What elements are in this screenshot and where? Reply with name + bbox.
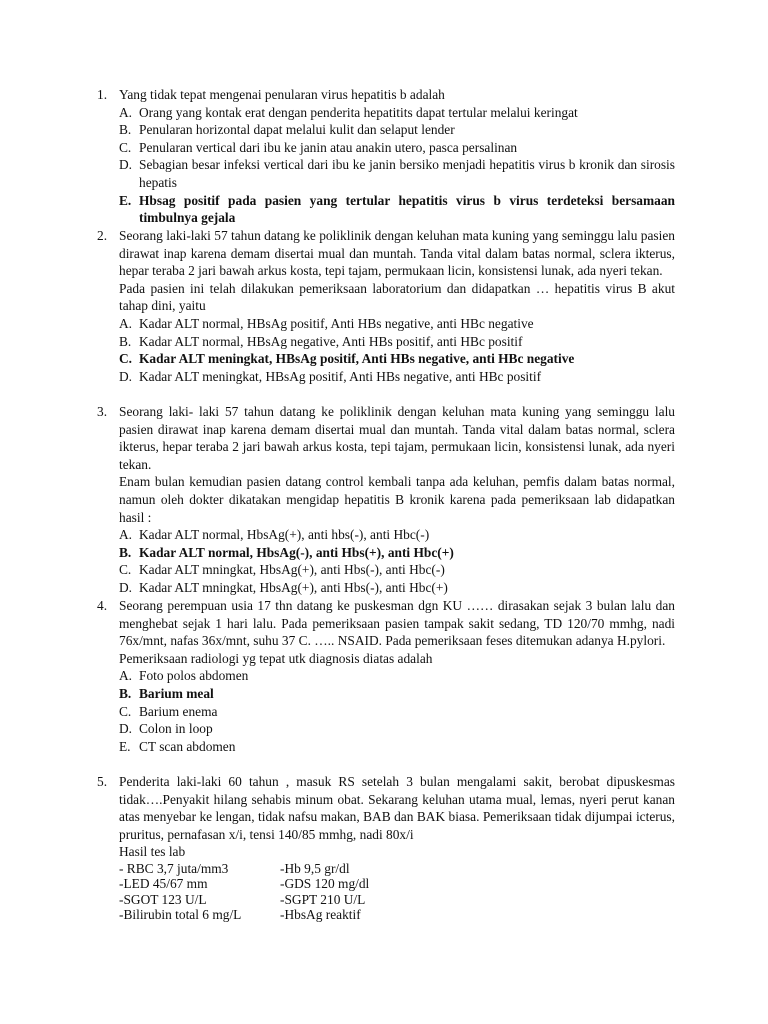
- option-b-answer: [119, 685, 675, 703]
- question-3: [97, 403, 675, 597]
- option-d: [119, 368, 675, 386]
- option-e-answer: [119, 192, 675, 227]
- lab-value: -SGOT 123 U/L: [119, 891, 207, 907]
- lab-value: -LED 45/67 mm: [119, 876, 208, 892]
- option-letter: C.: [119, 562, 132, 578]
- option-c: [119, 561, 675, 579]
- lab-results-table: [119, 861, 675, 923]
- option-d: [119, 720, 675, 738]
- option-text: Penularan vertical dari ibu ke janin atau anakin utero, pasca persalinan: [139, 139, 518, 155]
- option-b: [119, 121, 675, 139]
- question-5: [97, 773, 675, 923]
- option-letter: A.: [119, 104, 133, 120]
- question-number: 3.: [97, 404, 108, 419]
- option-letter: D.: [119, 157, 133, 173]
- option-text: Kadar ALT normal, HbsAg(-), anti Hbs(+), anti Hbc(+): [139, 544, 454, 560]
- option-letter: C.: [119, 351, 133, 367]
- question-number: 2.: [97, 228, 108, 243]
- question-number: 5.: [97, 774, 108, 789]
- option-letter: D.: [119, 368, 133, 384]
- lab-value: - RBC 3,7 juta/mm3: [119, 860, 229, 876]
- option-a: [119, 667, 675, 685]
- option-text: Orang yang kontak erat dengan penderita hepatitits dapat tertular melalui keringat: [139, 104, 578, 120]
- option-c: [119, 139, 675, 157]
- option-letter: A.: [119, 527, 133, 543]
- question-number: 1.: [97, 87, 108, 102]
- lab-heading: Hasil tes lab: [119, 844, 186, 860]
- question-stem: Seorang laki- laki 57 tahun datang ke poliklinik dengan keluhan mata kuning yang seminggu lalu pasien dirawat inap karena demam disertai mual dan muntah. Tanda vital dalam batas normal, sclera ikterus, hepar teraba 2 jari bawah arkus kosta, tepi tajam, permukaan licin, konsistensi lunak, ada nyeri tekan.: [119, 404, 675, 472]
- option-letter: A.: [119, 315, 133, 331]
- option-text: Kadar ALT normal, HBsAg positif, Anti HBs negative, anti HBc negative: [139, 315, 534, 331]
- option-a: [119, 315, 675, 333]
- option-d: [119, 579, 675, 597]
- option-text: Penularan horizontal dapat melalui kulit dan selaput lender: [139, 122, 455, 138]
- option-text: Kadar ALT meningkat, HBsAg positif, Anti HBs negative, anti HBc negative: [139, 351, 575, 367]
- option-text: Foto polos abdomen: [139, 668, 249, 684]
- option-letter: D.: [119, 721, 133, 737]
- option-letter: B.: [119, 333, 132, 349]
- option-text: Colon in loop: [139, 721, 213, 737]
- option-e: [119, 738, 675, 756]
- option-c-answer: [119, 350, 675, 368]
- option-c: [119, 703, 675, 721]
- option-letter: C.: [119, 139, 132, 155]
- lab-value: -Bilirubin total 6 mg/L: [119, 907, 242, 923]
- option-a: [119, 526, 675, 544]
- option-letter: C.: [119, 703, 132, 719]
- lab-value: -HbsAg reaktif: [280, 907, 361, 923]
- question-stem: Pada pasien ini telah dilakukan pemeriksaan laboratorium dan didapatkan … hepatitis virus B akut tahap dini, yaitu: [119, 280, 675, 314]
- question-stem: Seorang laki-laki 57 tahun datang ke poliklinik dengan keluhan mata kuning yang seminggu lalu pasien dirawat inap karena demam disertai mual dan muntah. Tanda vital dalam batas normal, sclera ikterus, hepar teraba 2 jari bawah arkus kosta, tepi tajam, permukaan licin, konsistensi lunak, ada nyeri tekan.: [119, 228, 675, 279]
- lab-value: -GDS 120 mg/dl: [280, 876, 370, 892]
- option-text: CT scan abdomen: [139, 738, 236, 754]
- option-text: Kadar ALT mningkat, HbsAg(+), anti Hbs(-), anti Hbc(+): [139, 579, 448, 595]
- question-stem: Yang tidak tepat mengenai penularan virus hepatitis b adalah: [119, 87, 445, 102]
- option-text: Hbsag positif pada pasien yang tertular hepatitis virus b virus terdeteksi bersamaan timbulnya gejala: [139, 192, 675, 226]
- question-stem: Enam bulan kemudian pasien datang control kembali tanpa ada keluhan, pemfis dalam batas normal, namun oleh dokter dikatakan mengidap hepatitis B kronik karena pada pemeriksaan lab didapatkan hasil :: [119, 474, 675, 525]
- question-number: 4.: [97, 598, 108, 613]
- option-text: Barium meal: [139, 685, 214, 701]
- question-stem: Penderita laki-laki 60 tahun , masuk RS setelah 3 bulan mengalami sakit, berobat dipuskesmas tidak….Penyakit hilang sehabis minum obat. Sekarang keluhan utama mual, lemas, nyeri perut kanan atas menyebar ke lengan, tidak nafsu makan, BAB dan BAK biasa. Pemeriksaan tidak dijumpai icterus, pruritus, pernafasan x/i, tensi 140/85 mmhg, nadi 80x/i: [119, 774, 675, 842]
- option-letter: B.: [119, 544, 132, 560]
- option-b-answer: [119, 544, 675, 562]
- option-a: [119, 104, 675, 122]
- option-letter: E.: [119, 738, 131, 754]
- option-d: [119, 156, 675, 191]
- option-text: Sebagian besar infeksi vertical dari ibu ke janin bersiko menjadi hepatitis virus b kronik dan sirosis hepatis: [139, 157, 675, 190]
- option-letter: D.: [119, 579, 133, 595]
- option-text: Kadar ALT meningkat, HBsAg positif, Anti HBs negative, anti HBc positif: [139, 368, 542, 384]
- question-1: [97, 86, 675, 227]
- option-letter: E.: [119, 192, 132, 208]
- option-letter: B.: [119, 685, 132, 701]
- option-text: Kadar ALT normal, HBsAg negative, Anti HBs positif, anti HBc positif: [139, 333, 523, 349]
- option-text: Kadar ALT mningkat, HbsAg(+), anti Hbs(-), anti Hbc(-): [139, 562, 445, 578]
- option-text: Barium enema: [139, 703, 218, 719]
- option-letter: B.: [119, 122, 132, 138]
- question-2: [97, 227, 675, 385]
- lab-value: -SGPT 210 U/L: [280, 891, 366, 907]
- question-stem: Seorang perempuan usia 17 thn datang ke puskesman dgn KU …… dirasakan sejak 3 bulan lalu dan menghebat sejak 1 hari lalu. Pada pemeriksaan pasien tampak sakit sedang, TD 120/70 mmhg, nadi 76x/mnt, nafas 36x/mnt, suhu 37 C. ….. NSAID. Pada pemeriksaan feses ditemukan adanya H.pylori.: [119, 598, 675, 649]
- option-text: Kadar ALT normal, HbsAg(+), anti hbs(-), anti Hbc(-): [139, 527, 430, 543]
- option-letter: A.: [119, 668, 133, 684]
- question-4: [97, 597, 675, 755]
- question-stem: Pemeriksaan radiologi yg tepat utk diagnosis diatas adalah: [119, 650, 433, 666]
- lab-value: -Hb 9,5 gr/dl: [280, 860, 350, 876]
- option-b: [119, 333, 675, 351]
